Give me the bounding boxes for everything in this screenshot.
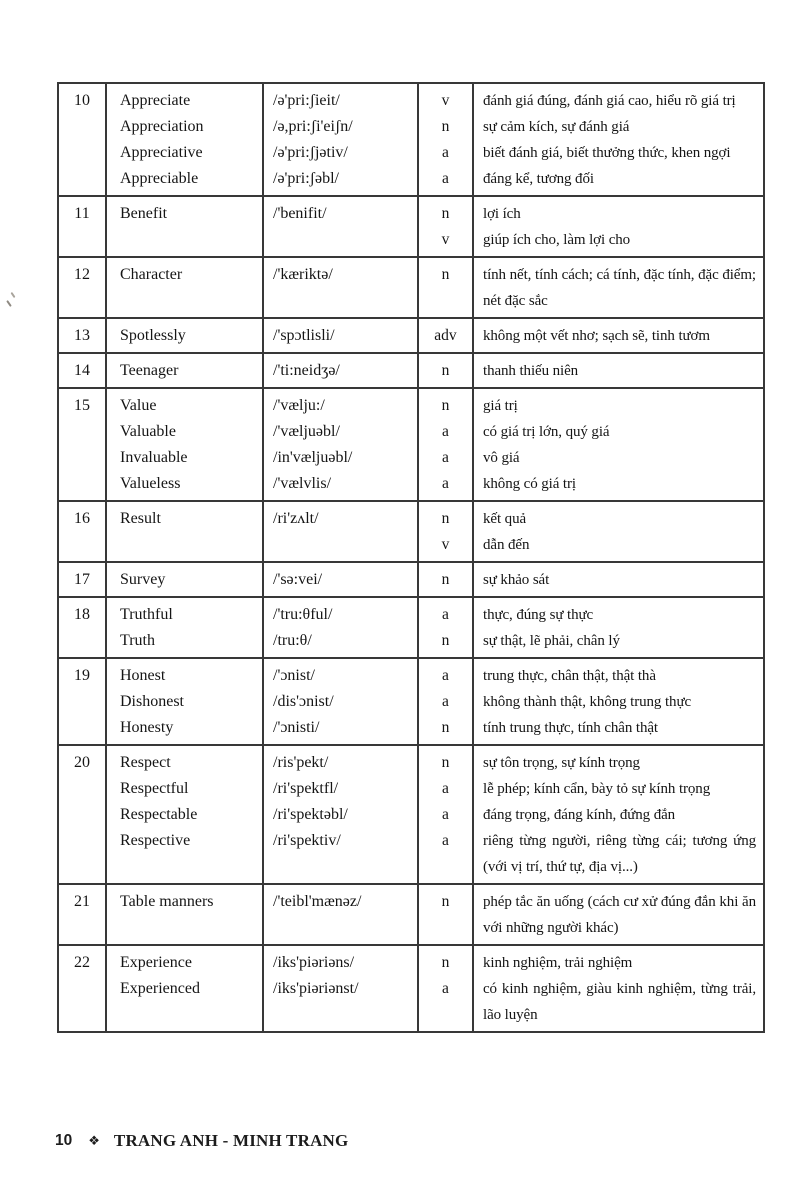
phonetic-line: /dis'ɔnist/	[273, 693, 334, 710]
meaning-text: đáng trọng, đáng kính, đứng đắn	[483, 807, 676, 823]
word-cell	[106, 658, 263, 745]
entry-number: 13	[58, 318, 106, 353]
entry-number: 18	[58, 597, 106, 658]
part-of-speech-cell	[418, 196, 473, 257]
pos-line: a	[442, 423, 449, 440]
word-line: Respectable	[120, 806, 198, 823]
entry-number: 10	[58, 83, 106, 196]
phonetic-line: /'tru:θful/	[273, 606, 333, 623]
meaning-text: không một vết nhơ; sạch sẽ, tinh tươm	[483, 328, 710, 344]
phonetic-cell	[263, 658, 418, 745]
pos-line: a	[442, 475, 449, 492]
word-cell	[106, 318, 263, 353]
pos-line: n	[441, 632, 450, 649]
meaning-text: giúp ích cho, làm lợi cho	[483, 232, 631, 248]
phonetic-line: /'ti:neidʒə/	[273, 362, 340, 379]
entry-number: 17	[58, 562, 106, 597]
phonetic-cell	[263, 562, 418, 597]
phonetic-line: /ri'spektfl/	[273, 780, 339, 797]
word-cell	[106, 745, 263, 884]
entry-number: 12	[58, 257, 106, 318]
word-line: Truth	[120, 632, 155, 649]
word-cell	[106, 196, 263, 257]
phonetic-line: /ə,pri:ʃi'eiʃn/	[273, 118, 353, 135]
book-title: TRANG ANH - MINH TRANG	[113, 1131, 349, 1150]
phonetic-cell	[263, 196, 418, 257]
word-line: Invaluable	[120, 449, 188, 466]
part-of-speech-cell	[418, 318, 473, 353]
meaning-text: có kinh nghiệm, giàu kinh nghiệm, từng trải, lão luyện	[483, 981, 756, 1023]
phonetic-line: /'vælvlis/	[273, 475, 332, 492]
vocab-row	[58, 945, 764, 1032]
meaning-text: tính trung thực, tính chân thật	[483, 720, 658, 736]
vocab-row	[58, 388, 764, 501]
phonetic-line: /'spɔtlisli/	[273, 327, 335, 344]
meaning-cell	[473, 597, 764, 658]
pos-line: n	[441, 571, 450, 588]
pos-line: a	[442, 170, 449, 187]
pos-line: n	[441, 510, 450, 527]
phonetic-line: /ri'zʌlt/	[273, 510, 319, 527]
phonetic-line: /ris'pekt/	[273, 754, 329, 771]
word-line: Appreciation	[120, 118, 204, 135]
phonetic-line: /ə'pri:ʃjətiv/	[273, 144, 348, 161]
phonetic-line: /ri'spektəbl/	[273, 806, 348, 823]
vocab-row	[58, 257, 764, 318]
word-cell	[106, 257, 263, 318]
word-line: Table manners	[120, 893, 214, 910]
meaning-text: tính nết, tính cách; cá tính, đặc tính, đặc điểm; nét đặc sắc	[483, 267, 756, 309]
phonetic-cell	[263, 388, 418, 501]
phonetic-line: /'sə:vei/	[273, 571, 323, 588]
phonetic-cell	[263, 353, 418, 388]
part-of-speech-cell	[418, 658, 473, 745]
phonetic-line: /ri'spektiv/	[273, 832, 341, 849]
phonetic-cell	[263, 501, 418, 562]
pos-line: v	[441, 231, 450, 248]
word-line: Teenager	[120, 362, 179, 379]
phonetic-cell	[263, 257, 418, 318]
vocab-row	[58, 83, 764, 196]
word-line: Valueless	[120, 475, 181, 492]
word-line: Spotlessly	[120, 327, 186, 344]
pos-line: a	[442, 806, 449, 823]
pos-line: a	[442, 449, 449, 466]
meaning-text: thanh thiếu niên	[483, 363, 579, 379]
word-cell	[106, 945, 263, 1032]
pos-line: n	[441, 362, 450, 379]
pos-line: a	[442, 667, 449, 684]
word-cell	[106, 501, 263, 562]
meaning-cell	[473, 83, 764, 196]
diamond-icon: ❖	[88, 1133, 100, 1149]
phonetic-line: /in'væljuəbl/	[273, 449, 353, 466]
word-line: Value	[120, 397, 157, 414]
entry-number: 20	[58, 745, 106, 884]
phonetic-line: /'væljuəbl/	[273, 423, 340, 440]
meaning-cell	[473, 745, 764, 884]
meaning-cell	[473, 501, 764, 562]
word-line: Valuable	[120, 423, 176, 440]
part-of-speech-cell	[418, 257, 473, 318]
part-of-speech-cell	[418, 745, 473, 884]
meaning-text: sự cảm kích, sự đánh giá	[483, 119, 630, 135]
meaning-text: trung thực, chân thật, thật thà	[483, 668, 656, 684]
meaning-text: sự thật, lẽ phải, chân lý	[483, 633, 620, 649]
word-line: Survey	[120, 571, 166, 588]
meaning-cell	[473, 257, 764, 318]
entry-number: 15	[58, 388, 106, 501]
meaning-text: riêng từng người, riêng từng cái; tương ứng (với vị trí, thứ tự, địa vị...)	[483, 833, 756, 875]
word-line: Appreciate	[120, 92, 191, 109]
meaning-text: lễ phép; kính cẩn, bày tỏ sự kính trọng	[483, 781, 711, 797]
pos-line: a	[442, 144, 449, 161]
phonetic-line: /'benifit/	[273, 205, 327, 222]
part-of-speech-cell	[418, 884, 473, 945]
meaning-text: đánh giá đúng, đánh giá cao, hiểu rõ giá trị	[483, 93, 736, 109]
word-line: Benefit	[120, 205, 168, 222]
vocab-row	[58, 745, 764, 884]
phonetic-line: /tru:θ/	[273, 632, 312, 649]
meaning-text: lợi ích	[483, 206, 521, 222]
pos-line: n	[441, 719, 450, 736]
part-of-speech-cell	[418, 945, 473, 1032]
phonetic-cell	[263, 745, 418, 884]
word-line: Appreciable	[120, 170, 199, 187]
word-cell	[106, 562, 263, 597]
part-of-speech-cell	[418, 597, 473, 658]
vocab-row	[58, 353, 764, 388]
meaning-cell	[473, 884, 764, 945]
phonetic-line: /'ɔnist/	[273, 667, 315, 684]
phonetic-line: /'teibl'mænəz/	[273, 893, 362, 910]
word-cell	[106, 353, 263, 388]
pos-line: a	[442, 980, 449, 997]
meaning-text: dẫn đến	[483, 537, 530, 553]
pos-line: a	[442, 693, 449, 710]
word-line: Respectful	[120, 780, 189, 797]
meaning-text: biết đánh giá, biết thưởng thức, khen ngợi	[483, 145, 731, 161]
page-number: 10	[55, 1132, 73, 1149]
pos-line: v	[441, 92, 450, 109]
vocabulary-table	[57, 82, 765, 1033]
meaning-text: phép tắc ăn uống (cách cư xử đúng đắn khi ăn với những người khác)	[483, 894, 756, 936]
meaning-cell	[473, 562, 764, 597]
entry-number: 19	[58, 658, 106, 745]
part-of-speech-cell	[418, 562, 473, 597]
word-line: Result	[120, 510, 161, 527]
word-line: Honest	[120, 667, 166, 684]
word-cell	[106, 83, 263, 196]
part-of-speech-cell	[418, 83, 473, 196]
vocabulary-table-body	[58, 83, 764, 1032]
meaning-cell	[473, 353, 764, 388]
pos-line: n	[441, 397, 450, 414]
meaning-text: kết quả	[483, 511, 527, 527]
word-cell	[106, 884, 263, 945]
entry-number: 14	[58, 353, 106, 388]
word-line: Respective	[120, 832, 191, 849]
phonetic-cell	[263, 884, 418, 945]
vocab-row	[58, 658, 764, 745]
entry-number: 16	[58, 501, 106, 562]
meaning-text: sự tôn trọng, sự kính trọng	[483, 755, 640, 771]
vocab-row	[58, 597, 764, 658]
phonetic-cell	[263, 945, 418, 1032]
vocab-row	[58, 884, 764, 945]
word-cell	[106, 388, 263, 501]
meaning-cell	[473, 388, 764, 501]
phonetic-line: /ə'pri:ʃəbl/	[273, 170, 339, 187]
pos-line: a	[442, 780, 449, 797]
meaning-text: không có giá trị	[483, 476, 576, 492]
word-line: Experience	[120, 954, 192, 971]
entry-number: 11	[58, 196, 106, 257]
meaning-text: đáng kể, tương đối	[483, 171, 594, 187]
part-of-speech-cell	[418, 353, 473, 388]
pos-line: n	[441, 205, 450, 222]
meaning-text: có giá trị lớn, quý giá	[483, 424, 610, 440]
stray-pencil-mark	[7, 292, 17, 308]
entry-number: 21	[58, 884, 106, 945]
pos-line: n	[441, 954, 450, 971]
pos-line: v	[441, 536, 450, 553]
meaning-cell	[473, 658, 764, 745]
meaning-text: kinh nghiệm, trải nghiệm	[483, 955, 633, 971]
pos-line: n	[441, 266, 450, 283]
word-line: Honesty	[120, 719, 174, 736]
page-footer	[55, 1131, 348, 1151]
word-line: Truthful	[120, 606, 173, 623]
entry-number: 22	[58, 945, 106, 1032]
meaning-text: thực, đúng sự thực	[483, 607, 594, 623]
pos-line: n	[441, 118, 450, 135]
meaning-cell	[473, 945, 764, 1032]
phonetic-line: /'ɔnisti/	[273, 719, 320, 736]
phonetic-line: /iks'piəriənst/	[273, 980, 359, 997]
vocab-row	[58, 318, 764, 353]
word-line: Dishonest	[120, 693, 184, 710]
pos-line: a	[442, 832, 449, 849]
pos-line: n	[441, 893, 450, 910]
word-cell	[106, 597, 263, 658]
phonetic-cell	[263, 597, 418, 658]
word-line: Respect	[120, 754, 171, 771]
part-of-speech-cell	[418, 388, 473, 501]
pos-line: n	[441, 754, 450, 771]
phonetic-line: /ə'pri:ʃieit/	[273, 92, 340, 109]
meaning-text: vô giá	[483, 450, 520, 466]
vocab-row	[58, 501, 764, 562]
word-line: Appreciative	[120, 144, 203, 161]
phonetic-line: /iks'piəriəns/	[273, 954, 355, 971]
part-of-speech-cell	[418, 501, 473, 562]
word-line: Experienced	[120, 980, 200, 997]
pos-line: adv	[434, 327, 457, 344]
meaning-cell	[473, 196, 764, 257]
vocab-row	[58, 196, 764, 257]
meaning-cell	[473, 318, 764, 353]
phonetic-cell	[263, 83, 418, 196]
pos-line: a	[442, 606, 449, 623]
meaning-text: sự khảo sát	[483, 572, 550, 588]
meaning-text: giá trị	[483, 398, 518, 414]
phonetic-cell	[263, 318, 418, 353]
phonetic-line: /'vælju:/	[273, 397, 325, 414]
meaning-text: không thành thật, không trung thực	[483, 694, 692, 710]
word-line: Character	[120, 266, 183, 283]
phonetic-line: /'kæriktə/	[273, 266, 333, 283]
vocab-row	[58, 562, 764, 597]
